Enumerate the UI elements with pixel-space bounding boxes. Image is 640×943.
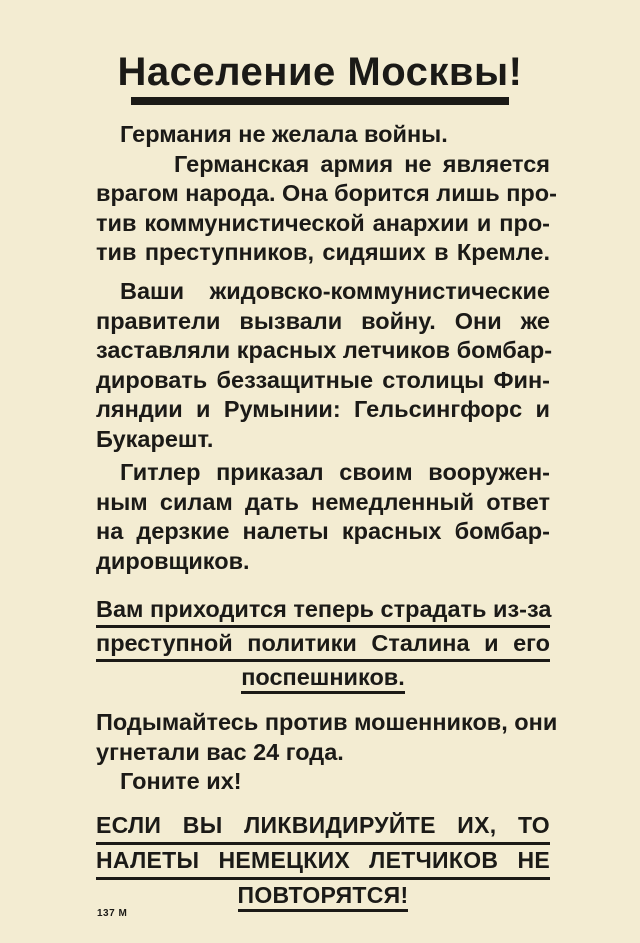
paragraph-rulers	[96, 277, 553, 454]
text-line: ляндии и Румынии: Гельсингфорс и	[96, 396, 550, 422]
text-line: правители вызвали войну. Они же	[96, 307, 550, 334]
text-line: врагом народа. Она борится лишь про-	[96, 180, 557, 206]
paragraph-suffering	[96, 594, 550, 692]
text-line: Гоните их!	[120, 768, 242, 794]
text-line: заставляли красных летчиков бомбар-	[96, 337, 553, 363]
page-title: Население Москвы!	[117, 50, 523, 94]
paragraph-germany-war	[96, 120, 557, 268]
text-line: Вам приходится теперь страдать из-за	[96, 594, 550, 628]
text-line: на дерзкие налеты красных бомбар-	[96, 518, 550, 544]
text-line: ПОВТОРЯТСЯ!	[238, 882, 409, 912]
text-line-centered	[96, 662, 550, 692]
text-line: дировщиков.	[96, 547, 250, 574]
text-line: Гитлер приказал своим вооружен-	[120, 459, 550, 485]
text-line: Ваши жидовско-коммунистические	[120, 278, 550, 304]
text-line: тив преступников, сидяших в Кремле.	[96, 239, 550, 265]
text-line: Букарешт.	[96, 425, 214, 452]
text-line: Германская армия не является	[174, 150, 550, 177]
text-line-centered	[96, 880, 550, 911]
paragraph-rise-up	[96, 708, 558, 797]
text-line: поспешников.	[241, 664, 405, 694]
text-line: тив коммунистической анархии и про-	[96, 209, 550, 236]
print-code: 137 М	[97, 908, 128, 919]
text-line: НАЛЕТЫ НЕМЕЦКИХ ЛЕТЧИКОВ НЕ	[96, 845, 550, 880]
text-line: Германия не желала войны.	[120, 121, 448, 147]
paragraph-hitler-order	[96, 458, 550, 576]
title-underline-bar	[131, 97, 509, 105]
paragraph-liquidate	[96, 810, 550, 911]
text-line: дировать беззащитные столицы Фин-	[96, 366, 550, 393]
text-line: ным силам дать немедленный ответ	[96, 488, 550, 515]
text-line: ЕСЛИ ВЫ ЛИКВИДИРУЙТЕ ИХ, ТО	[96, 810, 550, 845]
text-line: угнетали вас 24 года.	[96, 738, 344, 765]
text-line: Подымайтесь против мошенников, они	[96, 709, 558, 735]
text-line: преступной политики Сталина и его	[96, 628, 550, 662]
